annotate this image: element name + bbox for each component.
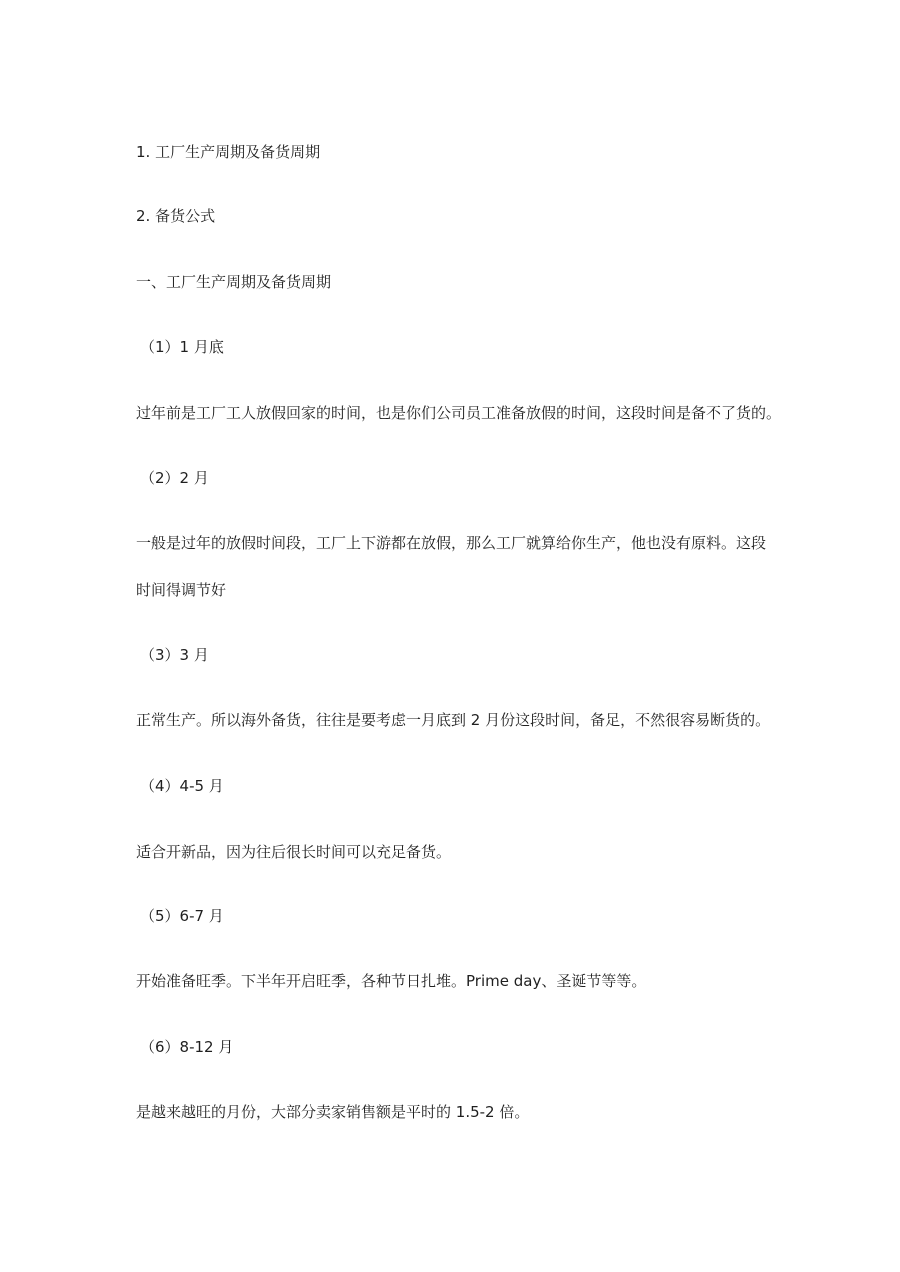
item-label-5: （5）6-7 月 — [140, 907, 224, 925]
item-text-3: 正常生产。所以海外备货，往往是要考虑一月底到 2 月份这段时间，备足，不然很容易断货的。 — [136, 711, 771, 729]
item-label-1: （1）1 月底 — [140, 338, 224, 356]
section-heading: 一、工厂生产周期及备货周期 — [136, 273, 332, 291]
item-text-2-line-1: 一般是过年的放假时间段，工厂上下游都在放假，那么工厂就算给你生产，他也没有原料。这段 — [136, 534, 767, 552]
item-label-2: （2）2 月 — [140, 469, 209, 487]
item-text-5: 开始准备旺季。下半年开启旺季，各种节日扎堆。Prime day、圣诞节等等。 — [136, 972, 647, 990]
item-text-2-line-2: 时间得调节好 — [136, 581, 227, 599]
item-label-3: （3）3 月 — [140, 646, 209, 664]
item-text-4: 适合开新品，因为往后很长时间可以充足备货。 — [136, 843, 452, 861]
toc-item-1: 1. 工厂生产周期及备货周期 — [136, 143, 321, 161]
toc-item-2: 2. 备货公式 — [136, 207, 216, 225]
item-text-6: 是越来越旺的月份，大部分卖家销售额是平时的 1.5-2 倍。 — [136, 1103, 530, 1121]
item-label-4: （4）4-5 月 — [140, 777, 224, 795]
item-text-1: 过年前是工厂工人放假回家的时间，也是你们公司员工准备放假的时间，这段时间是备不了货的。 — [136, 404, 782, 422]
item-label-6: （6）8-12 月 — [140, 1038, 234, 1056]
